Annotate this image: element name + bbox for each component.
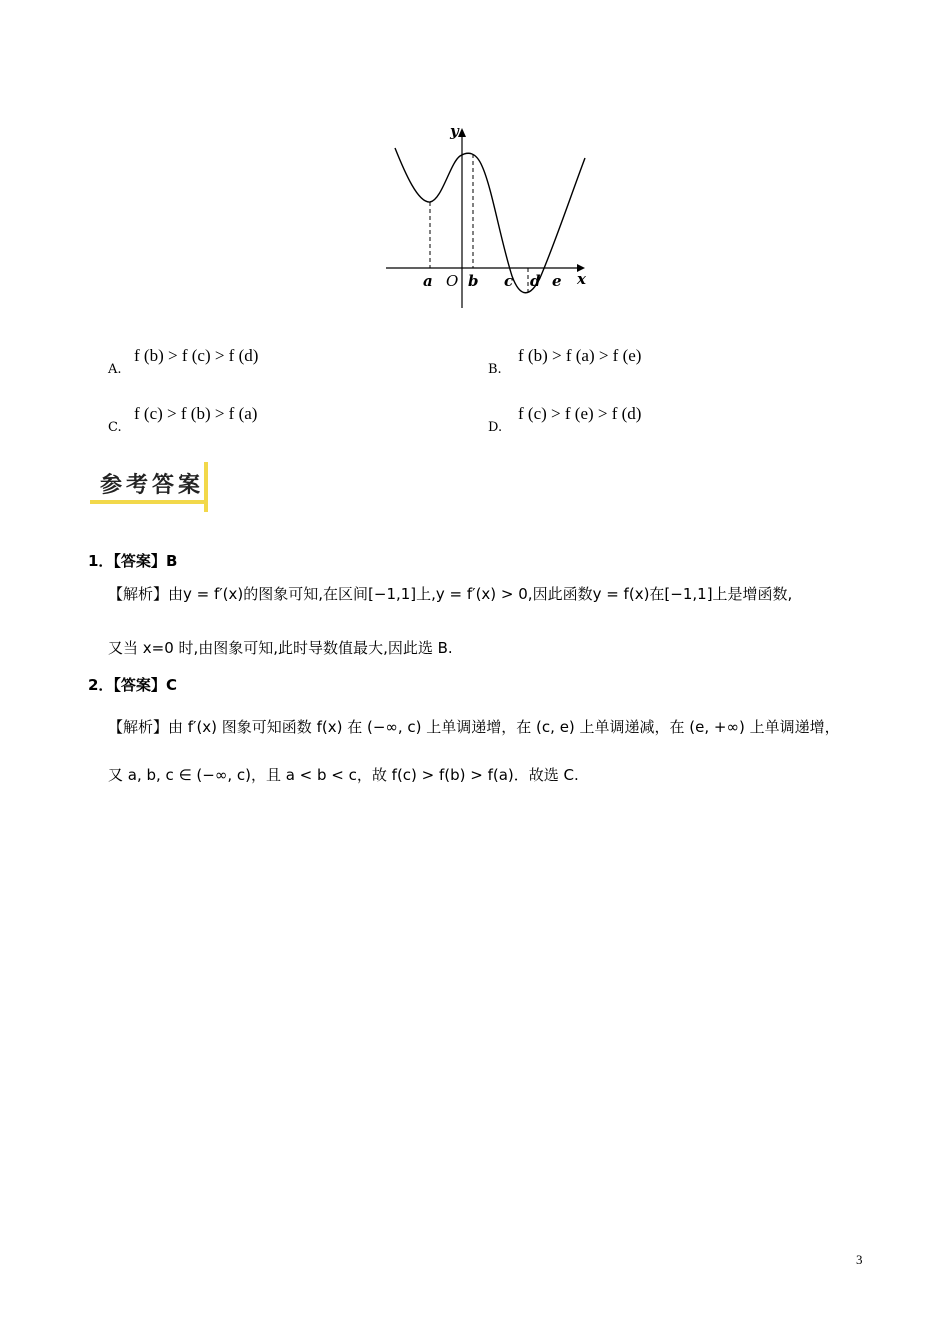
y-axis-arrow [458, 128, 466, 137]
label-o: O [446, 272, 459, 290]
banner-sidebar [204, 462, 208, 512]
option-d-expr: f (c) > f (e) > f (d) [518, 404, 642, 423]
function-graph-figure [380, 118, 595, 313]
function-graph [380, 118, 595, 313]
answer-banner [90, 462, 218, 514]
label-x: x [577, 270, 586, 288]
answer-1-analysis-line2: 又当 x=0 时,由图象可知,此时导数值最大,因此选 B. [108, 639, 453, 657]
label-c: c [504, 272, 514, 290]
label-a: a [423, 272, 433, 290]
option-a-letter: A. [108, 362, 122, 377]
banner-title: 参考答案 [100, 472, 205, 498]
label-d: d [530, 272, 541, 290]
option-c-letter: C. [108, 420, 122, 435]
answer-2-head: 2．【答案】C [88, 676, 177, 694]
option-c-expr: f (c) > f (b) > f (a) [134, 404, 258, 423]
label-e: e [552, 272, 562, 290]
answer-2-analysis-line1: 【解析】由 f′(x) 图象可知函数 f(x) 在 (−∞, c) 上单调递增，在 (c, e) 上单调递减，在 (e, +∞) 上单调递增， [108, 718, 840, 736]
answer-2-analysis-line2: 又 a, b, c ∈ (−∞, c)，且 a < b < c，故 f(c) > f(b) > f(a)．故选 C. [108, 766, 579, 784]
option-b-expr: f (b) > f (a) > f (e) [518, 346, 642, 365]
option-a-expr: f (b) > f (c) > f (d) [134, 346, 259, 365]
label-y: y [450, 122, 459, 140]
answer-1-analysis-line1: 【解析】由y = f′(x)的图象可知,在区间[−1,1]上,y = f′(x) > 0,因此函数y = f(x)在[−1,1]上是增函数, [108, 585, 793, 603]
page-number: 3 [856, 1252, 863, 1267]
option-d-letter: D. [488, 420, 503, 435]
label-b: b [468, 272, 479, 290]
banner-underline [90, 500, 208, 504]
option-b-letter: B. [488, 362, 502, 377]
answer-1-head: 1．【答案】B [88, 552, 178, 570]
